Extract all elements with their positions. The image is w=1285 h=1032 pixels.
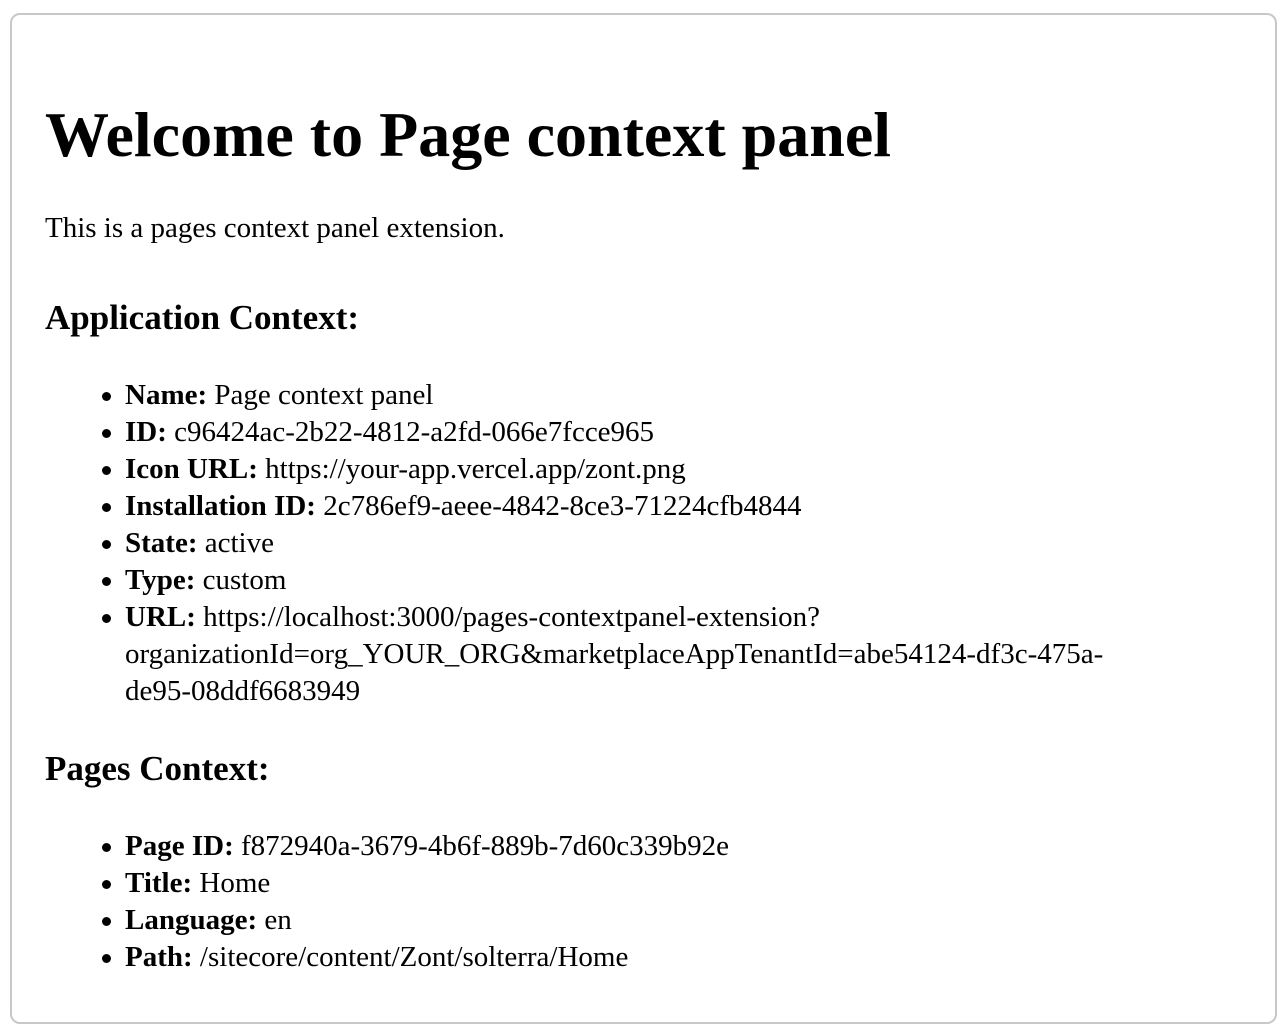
item-label: Name: [125,379,208,411]
item-value: 2c786ef9-aeee-4842-8ce3-71224cfb4844 [323,490,802,522]
item-label: Page ID: [125,830,234,862]
list-item-icon-url [125,451,1235,488]
list-item-path [125,939,1235,976]
item-label: Type: [125,564,196,596]
item-label: Installation ID: [125,490,316,522]
item-value: https://your-app.vercel.app/zont.png [265,453,686,485]
item-label: Title: [125,867,193,899]
list-item-name [125,377,1235,414]
item-value: f872940a-3679-4b6f-889b-7d60c339b92e [240,830,730,862]
list-item-page-id [125,828,1235,865]
item-value-line-2: organizationId=org_YOUR_ORG&marketplaceAppTenantId=abe54124-df3c-475a- [125,638,1104,670]
list-item-id [125,414,1235,451]
list-item-installation-id [125,488,1235,525]
item-label: ID: [125,416,167,448]
item-value: Page context panel [214,379,434,411]
list-item-type [125,562,1235,599]
item-value: active [204,527,274,559]
list-item-url [125,599,1235,710]
item-value: /sitecore/content/Zont/solterra/Home [199,941,629,973]
application-context-list [125,377,1235,710]
item-value: c96424ac-2b22-4812-a2fd-066e7fcce965 [174,416,655,448]
pages-context-heading: Pages Context: [45,749,270,788]
intro-text: This is a pages context panel extension. [45,212,505,244]
item-label: Path: [125,941,193,973]
item-value: custom [202,564,287,596]
list-item-state [125,525,1235,562]
item-value-line-1: https://localhost:3000/pages-contextpanel-extension? [203,601,821,633]
item-label: Language: [125,904,258,936]
item-value: en [264,904,292,936]
list-item-language [125,902,1235,939]
item-label: URL: [125,601,196,633]
page-title: Welcome to Page context panel [45,99,891,170]
list-item-title [125,865,1235,902]
application-context-heading: Application Context: [45,298,360,337]
item-label: Icon URL: [125,453,258,485]
pages-context-list [125,828,1235,976]
panel-frame [10,13,1277,1024]
item-value: Home [199,867,271,899]
item-value-line-3: de95-08ddf6683949 [125,675,361,707]
item-label: State: [125,527,198,559]
